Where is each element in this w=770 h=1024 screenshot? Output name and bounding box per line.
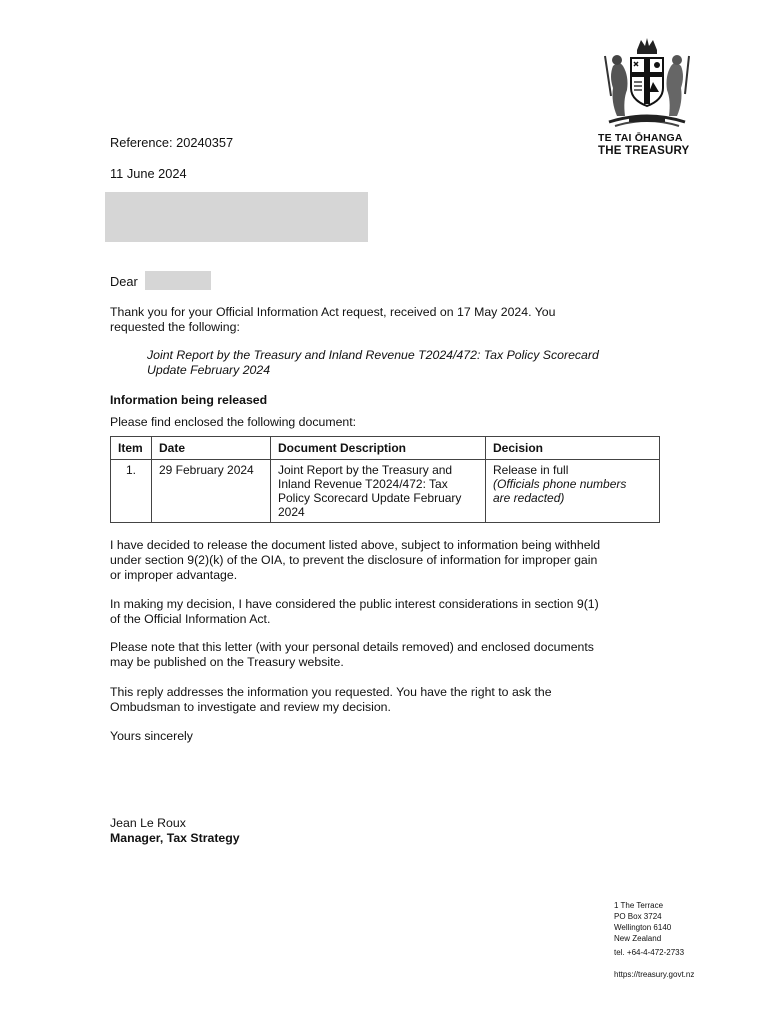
intro-line-1: Thank you for your Official Information Act request, received on 17 May 2024. You: [110, 305, 556, 319]
footer-address-line-2: PO Box 3724: [614, 912, 662, 921]
footer-address-line-3: Wellington 6140: [614, 923, 672, 932]
column-header-decision: Decision: [486, 437, 660, 460]
org-name-english: THE TREASURY: [598, 145, 690, 157]
footer-address-line-1: 1 The Terrace: [614, 901, 664, 910]
request-quote-line-2: Update February 2024: [147, 363, 271, 377]
para2-line-2: of the Official Information Act.: [110, 612, 271, 626]
redacted-address-block: [105, 192, 368, 242]
signatory-title: Manager, Tax Strategy: [110, 831, 240, 845]
letter-date: 11 June 2024: [110, 166, 187, 181]
signatory-name: Jean Le Roux: [110, 816, 186, 830]
table-header-row: [111, 437, 660, 460]
enclosed-text: Please find enclosed the following document:: [110, 415, 357, 429]
section-heading: Information being released: [110, 393, 268, 407]
intro-line-2: requested the following:: [110, 320, 240, 334]
cell-item: 1.: [111, 460, 152, 523]
footer-phone: tel. +64-4-472-2733: [614, 948, 685, 957]
para1-line-1: I have decided to release the document listed above, subject to information being withheld: [110, 538, 601, 552]
redacted-recipient-name: [145, 271, 211, 290]
closing: Yours sincerely: [110, 729, 193, 743]
column-header-item: Item: [111, 437, 152, 460]
para1-line-2: under section 9(2)(k) of the OIA, to prevent the disclosure of information for improper gain: [110, 553, 598, 567]
documents-table: [110, 436, 660, 523]
para3-line-2: may be published on the Treasury website.: [110, 655, 344, 669]
column-header-description: Document Description: [271, 437, 486, 460]
footer-website: https://treasury.govt.nz: [614, 970, 695, 979]
coat-of-arms-logo: [595, 36, 699, 132]
org-name-maori: TE TAI ŌHANGA: [598, 132, 683, 144]
table-row: [111, 460, 660, 523]
para3-line-1: Please note that this letter (with your personal details removed) and enclosed documents: [110, 640, 594, 654]
cell-description: Joint Report by the Treasury and Inland Revenue T2024/472: Tax Policy Scorecard Update February 2024: [271, 460, 486, 523]
salutation: Dear: [110, 274, 138, 289]
para4-line-2: Ombudsman to investigate and review my decision.: [110, 700, 391, 714]
para2-line-1: In making my decision, I have considered the public interest considerations in section 9(1): [110, 597, 599, 611]
cell-date: 29 February 2024: [152, 460, 271, 523]
cell-decision: Release in full (Officials phone numbers are redacted): [486, 460, 660, 523]
footer-address-line-4: New Zealand: [614, 934, 662, 943]
request-quote-line-1: Joint Report by the Treasury and Inland Revenue T2024/472: Tax Policy Scorecard: [147, 348, 599, 362]
para1-line-3: or improper advantage.: [110, 568, 238, 582]
para4-line-1: This reply addresses the information you requested. You have the right to ask the: [110, 685, 552, 699]
reference-number: Reference: 20240357: [110, 135, 234, 150]
column-header-date: Date: [152, 437, 271, 460]
